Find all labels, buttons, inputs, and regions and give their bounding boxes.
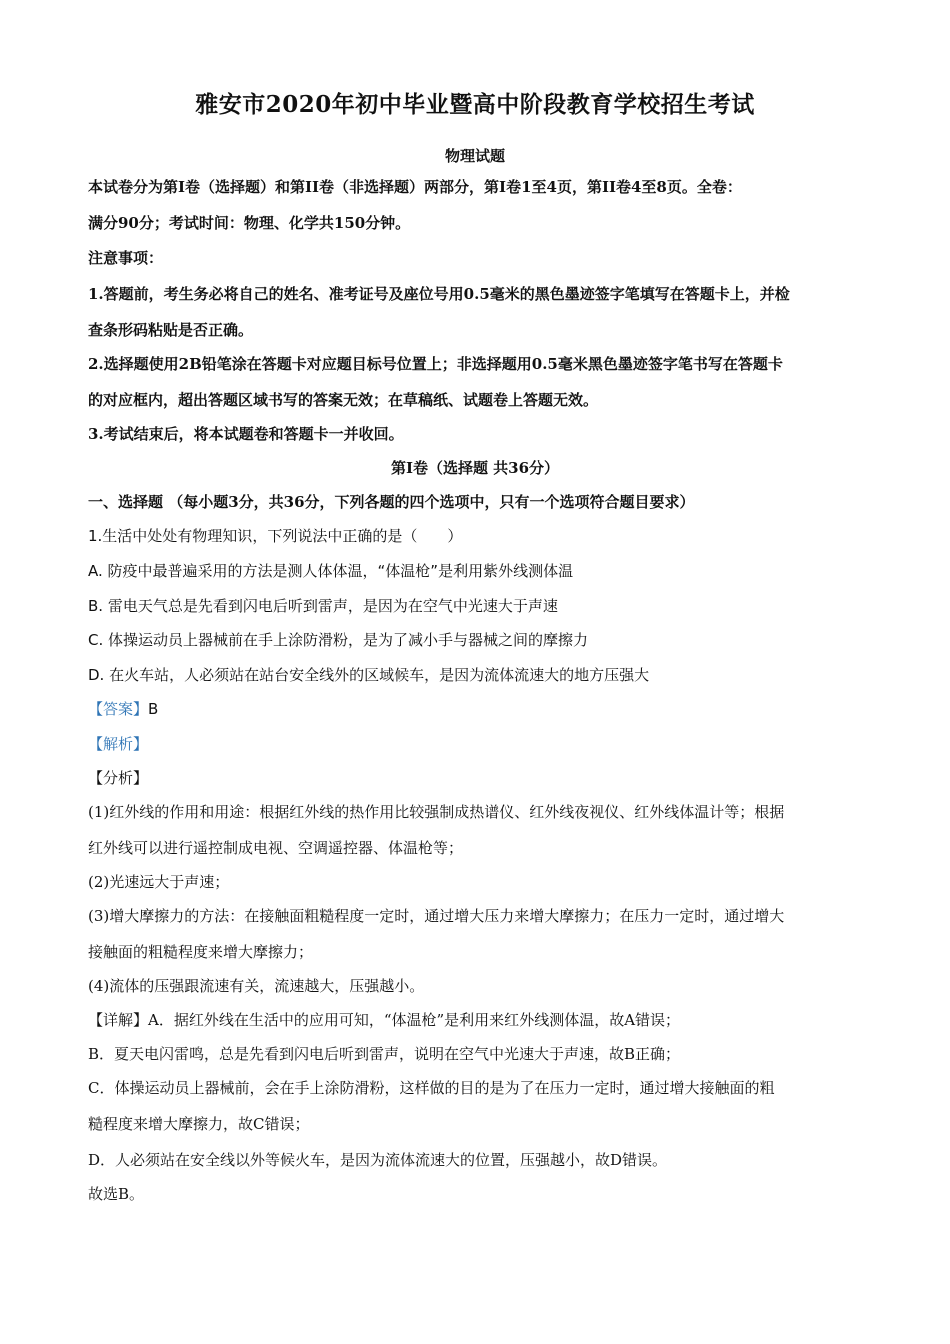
analysis-point-2: (2)光速远大于声速； xyxy=(88,873,230,891)
detail-a xyxy=(88,1009,868,1031)
analysis-point-1-line-1: (1)红外线的作用和用途：根据红外线的热作用比较强制成热谱仪、红外线夜视仪、红外线体温计等；根据 xyxy=(88,803,785,821)
notice-2-line-1: 2.选择题使用2B铅笔涂在答题卡对应题目标号位置上；非选择题用0.5毫米黑色墨迹签字笔书写在答题卡 xyxy=(88,355,783,373)
notice-1-line-2: 查条形码粘贴是否正确。 xyxy=(88,321,254,339)
conclusion: 故选B。 xyxy=(88,1185,145,1203)
exam-subtitle: 物理试题 xyxy=(444,147,505,165)
detail-c-line-2: 糙程度来增大摩擦力，故C错误； xyxy=(88,1115,310,1133)
detail-label: 【详解】 xyxy=(88,1011,149,1029)
answer-line xyxy=(88,698,868,720)
intro-line-1: 本试卷分为第I卷（选择题）和第II卷（非选择题）两部分，第I卷1至4页，第II卷4至8页。全卷： xyxy=(88,178,742,196)
detail-c-line-1: C．体操运动员上器械前，会在手上涂防滑粉，这样做的目的是为了在压力一定时，通过增大接触面的粗 xyxy=(88,1079,775,1097)
notice-1-line-1: 1.答题前，考生务必将自己的姓名、准考证号及座位号用0.5毫米的黑色墨迹签字笔填写在答题卡上，并检 xyxy=(88,285,790,303)
detail-d: D．人必须站在安全线以外等候火车，是因为流体流速大的位置，压强越小，故D错误。 xyxy=(88,1151,668,1169)
notice-2-line-2: 的对应框内，超出答题区域书写的答案无效；在草稿纸、试题卷上答题无效。 xyxy=(88,391,599,409)
analysis-label: 【解析】 xyxy=(88,735,149,753)
notice-3: 3.考试结束后，将本试题卷和答题卡一并收回。 xyxy=(88,425,404,443)
question-1-stem: 1.生活中处处有物理知识，下列说法中正确的是（ ） xyxy=(88,527,463,545)
analysis-point-3-line-1: (3)增大摩擦力的方法：在接触面粗糙程度一定时，通过增大压力来增大摩擦力；在压力一定时，通过增大 xyxy=(88,907,785,925)
intro-line-2: 满分90分；考试时间：物理、化学共150分钟。 xyxy=(88,214,411,232)
question-1-option-a: A. 防疫中最普遍采用的方法是测人体体温，“体温枪”是利用紫外线测体温 xyxy=(88,562,574,580)
question-1-option-d: D. 在火车站，人必须站在站台安全线外的区域候车，是因为流体流速大的地方压强大 xyxy=(88,666,650,684)
question-1-option-c: C. 体操运动员上器械前在手上涂防滑粉，是为了减小手与器械之间的摩擦力 xyxy=(88,631,589,649)
question-1-option-b: B. 雷电天气总是先看到闪电后听到雷声，是因为在空气中光速大于声速 xyxy=(88,597,558,615)
section-instruction: 一、选择题 （每小题3分，共36分，下列各题的四个选项中，只有一个选项符合题目要求） xyxy=(88,493,695,511)
answer-label: 【答案】 xyxy=(88,700,149,718)
notice-heading: 注意事项： xyxy=(88,249,164,267)
section-heading: 第I卷（选择题 共36分） xyxy=(390,459,560,477)
detail-a-text: A．据红外线在生活中的应用可知，“体温枪”是利用来红外线测体温，故A错误； xyxy=(148,1011,681,1029)
analysis-heading: 【分析】 xyxy=(88,769,149,787)
answer-value: B xyxy=(148,700,159,718)
analysis-point-4: (4)流体的压强跟流速有关，流速越大，压强越小。 xyxy=(88,977,425,995)
analysis-point-3-line-2: 接触面的粗糙程度来增大摩擦力； xyxy=(88,943,314,961)
analysis-point-1-line-2: 红外线可以进行遥控制成电视、空调遥控器、体温枪等； xyxy=(88,839,464,857)
detail-b: B．夏天电闪雷鸣，总是先看到闪电后听到雷声，说明在空气中光速大于声速，故B正确； xyxy=(88,1045,681,1063)
exam-title: 雅安市2020年初中毕业暨高中阶段教育学校招生考试 xyxy=(195,91,755,118)
